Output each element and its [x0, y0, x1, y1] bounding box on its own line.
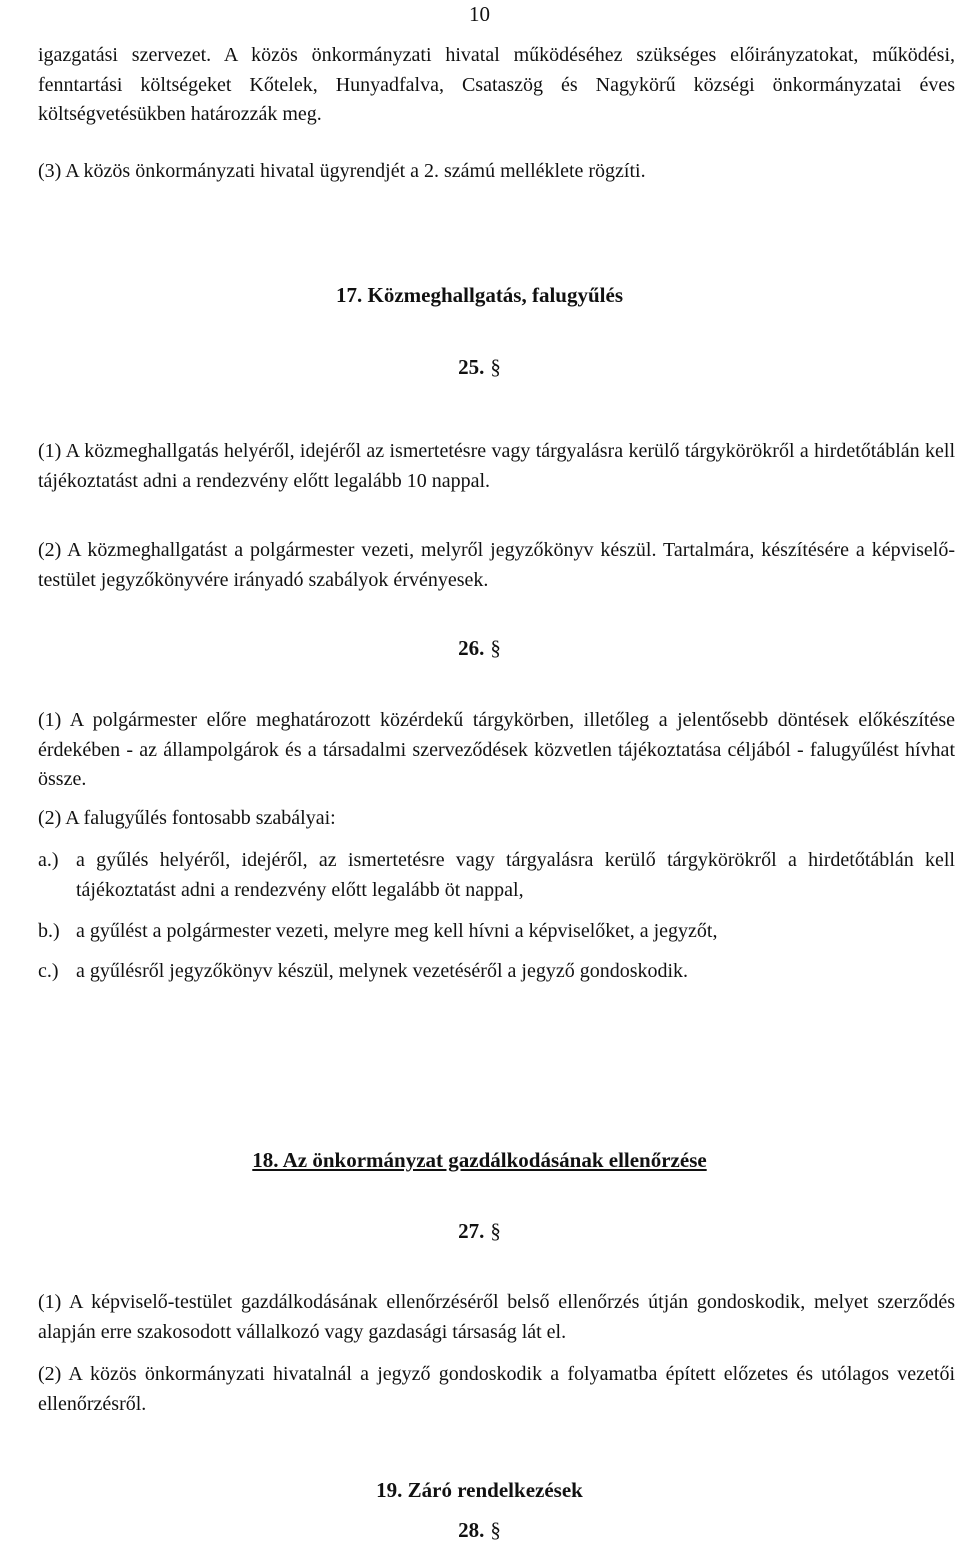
- section-sign: §: [490, 355, 501, 379]
- list-item-text: a gyűlésről jegyzőkönyv készül, melynek vezetéséről a jegyző gondoskodik.: [76, 960, 689, 982]
- list-marker: a.): [38, 849, 59, 871]
- section-number: 27.: [458, 1219, 485, 1243]
- chapter-19-title: 19. Záró rendelkezések: [376, 1478, 583, 1502]
- section-27-heading: [38, 1219, 921, 1244]
- section-sign: §: [490, 1518, 501, 1542]
- list-item-text: a gyűlést a polgármester vezeti, melyre meg kell hívni a képviselőket, a jegyzőt,: [76, 920, 718, 942]
- section-27-paragraph-1: (1) A képviselő-testület gazdálkodásának ellenőrzéséről belső ellenőrzés útján gondoskodik, melyet szerződés alapján erre szakosodott vállalkozó vagy gazdasági társaság lát el.: [38, 1291, 955, 1343]
- section-27-paragraph-2: (2) A közös önkormányzati hivatalnál a jegyző gondoskodik a folyamatba épített előzetes és utólagos vezetői ellenőrzésről.: [38, 1363, 955, 1415]
- paragraph-3: (3) A közös önkormányzati hivatal ügyrendjét a 2. számú melléklete rögzíti.: [38, 160, 646, 182]
- section-26-paragraph-2: (2) A falugyűlés fontosabb szabályai:: [38, 807, 336, 829]
- section-sign: §: [490, 636, 501, 660]
- list-item-text: a gyűlés helyéről, idejéről, az ismertetésre vagy tárgyalásra kerülő tárgykörökről a hirdetőtáblán kell tájékoztatást adni a rendezvény előtt legalább öt nappal,: [76, 849, 955, 901]
- list-item: [38, 957, 955, 987]
- list-marker: c.): [38, 960, 59, 982]
- section-number: 25.: [458, 355, 485, 379]
- section-26-paragraph-1: (1) A polgármester előre meghatározott közérdekű tárgykörben, illetőleg a jelentősebb döntések előkészítése érdekében - az állampolgárok és a társadalmi szerveződések közvetlen tájékoztatása céljából - falugyűlést hívhat össze.: [38, 709, 955, 790]
- section-25-heading: [38, 355, 921, 380]
- section-28-heading: [38, 1518, 921, 1543]
- list-marker: b.): [38, 920, 60, 942]
- chapter-18-title: 18. Az önkormányzat gazdálkodásának ellenőrzése: [252, 1148, 707, 1172]
- section-26-heading: [38, 636, 921, 661]
- section-number: 28.: [458, 1518, 485, 1542]
- section-25-paragraph-1: (1) A közmeghallgatás helyéről, idejéről az ismertetésre vagy tárgyalásra kerülő tárgykörökről a hirdetőtáblán kell tájékoztatást adni a rendezvény előtt legalább 10 nappal.: [38, 440, 955, 492]
- intro-paragraph: igazgatási szervezet. A közös önkormányzati hivatal működéséhez szükséges előirányzatokat, működési, fenntartási költségeket Kőtelek, Hunyadfalva, Csataszög és Nagykörű községi önkormányzatai éves költségvetésükben határozzák meg.: [38, 44, 955, 125]
- page-number: 10: [469, 2, 490, 26]
- chapter-17-title: 17. Közmeghallgatás, falugyűlés: [336, 283, 623, 307]
- section-number: 26.: [458, 636, 485, 660]
- section-sign: §: [490, 1219, 501, 1243]
- section-25-paragraph-2: (2) A közmeghallgatást a polgármester vezeti, melyről jegyzőkönyv készül. Tartalmára, készítésére a képviselő-testület jegyzőkönyvére irányadó szabályok érvényesek.: [38, 539, 955, 591]
- document-page: [38, 0, 955, 1551]
- list-item: [38, 917, 955, 947]
- list-item: [38, 846, 955, 905]
